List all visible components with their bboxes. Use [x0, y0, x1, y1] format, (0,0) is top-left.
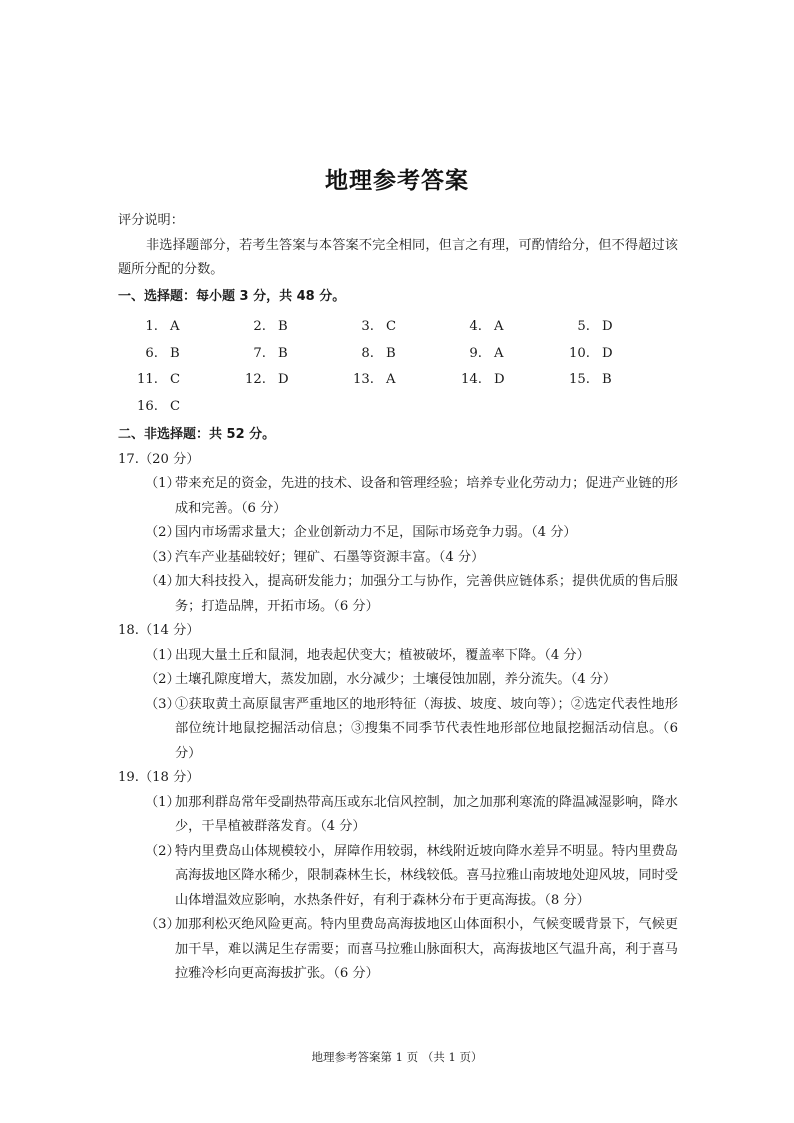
answer-item: [550, 341, 658, 368]
answer-letter: A: [494, 345, 504, 361]
answer-letter: A: [386, 372, 396, 387]
part-label: （3）: [145, 549, 180, 565]
answer-item: [118, 367, 226, 394]
answer-number: 7.: [253, 345, 266, 361]
part-label: （2）: [145, 843, 180, 859]
answer-letter: C: [386, 319, 397, 334]
part-text: 汽车产业基础较好；锂矿、石墨等资源丰富。（4 分）: [175, 549, 485, 565]
non-choice-questions: [118, 448, 678, 987]
question-block: [118, 448, 678, 620]
part-text: 特内里费岛山体规模较小，屏障作用较弱，林线附近坡向降水差异不明显。特内里费岛高海拔地区降水稀少，限制森林生长，林线较低。喜马拉雅山南坡地处迎风坡，同时受山体增温效应影响，水热条件好，有利于森林分布于更高海拔。（8 分）: [175, 843, 678, 908]
answer-letter: B: [386, 345, 396, 361]
answer-letter: D: [602, 319, 613, 334]
answer-number: 13.: [353, 372, 374, 387]
part-label: （1）: [145, 794, 180, 810]
answer-letter: C: [170, 398, 181, 414]
part-text: 加大科技投入，提高研发能力；加强分工与协作，完善供应链体系；提供优质的售后服务；打造品牌，开拓市场。（6 分）: [175, 574, 678, 614]
answer-item: [550, 367, 658, 394]
answer-item: [226, 367, 334, 394]
answer-number: 2.: [253, 319, 266, 334]
part-text: 土壤孔隙度增大，蒸发加剧，水分减少；土壤侵蚀加剧，养分流失。（4 分）: [175, 672, 617, 687]
answer-part: [118, 472, 678, 521]
answer-part: [118, 570, 678, 619]
question-block: [118, 619, 678, 766]
answer-item: [118, 314, 226, 341]
answer-number: 14.: [461, 372, 482, 387]
part-label: （3）: [145, 917, 180, 932]
answer-item: [442, 314, 550, 341]
answer-number: 11.: [137, 372, 158, 387]
answer-letter: D: [602, 345, 613, 361]
part-text: ①获取黄土高原鼠害严重地区的地形特征（海拔、坡度、坡向等）；②选定代表性地形部位统计地鼠挖掘活动信息；③搜集不同季节代表性地形部位地鼠挖掘活动信息。（6 分）: [175, 696, 678, 761]
answer-item: [226, 341, 334, 368]
part-label: （4）: [145, 574, 180, 589]
page-footer: 地理参考答案第 1 页 （共 1 页）: [311, 1050, 483, 1064]
part-label: （2）: [145, 525, 180, 540]
answer-number: 9.: [469, 345, 482, 361]
answer-part: [118, 644, 678, 669]
answer-part: [118, 521, 678, 546]
answer-number: 6.: [145, 345, 158, 361]
answer-number: 4.: [469, 319, 482, 334]
answer-item: [226, 314, 334, 341]
answer-part: [118, 693, 678, 767]
answer-letter: A: [170, 319, 180, 334]
part-text: 国内市场需求量大；企业创新动力不足，国际市场竞争力弱。（4 分）: [175, 525, 577, 540]
document-body: [118, 209, 678, 987]
answer-number: 8.: [361, 345, 374, 361]
answer-part: [118, 913, 678, 987]
part-label: （3）: [145, 696, 180, 712]
multiple-choice-answers: [118, 314, 658, 420]
answer-part: [118, 840, 678, 914]
answer-number: 15.: [569, 372, 590, 387]
answer-number: 10.: [569, 345, 590, 361]
answer-letter: B: [170, 345, 180, 361]
answer-letter: B: [278, 319, 288, 334]
answer-number: 16.: [137, 398, 158, 414]
answer-item: [334, 341, 442, 368]
answer-number: 1.: [145, 319, 158, 334]
answer-letter: A: [494, 319, 504, 334]
answer-item: [334, 314, 442, 341]
question-header: 17.（20 分）: [118, 451, 200, 467]
answer-number: 5.: [577, 319, 590, 334]
answer-part: [118, 668, 678, 693]
answer-letter: B: [602, 372, 612, 387]
answer-letter: D: [494, 372, 505, 387]
answer-letter: D: [278, 372, 289, 387]
answer-item: [118, 341, 226, 368]
question-block: [118, 766, 678, 987]
answer-item: [442, 341, 550, 368]
part-label: （2）: [145, 672, 180, 687]
question-header: 18.（14 分）: [118, 623, 200, 638]
answer-item: [442, 367, 550, 394]
answer-number: 3.: [361, 319, 374, 334]
answer-item: [118, 394, 226, 421]
answer-part: [118, 791, 678, 840]
section-multiple-choice-heading: 一、选择题：每小题 3 分，共 48 分。: [118, 288, 346, 304]
part-text: 出现大量土丘和鼠洞，地表起伏变大；植被破坏，覆盖率下降。（4 分）: [175, 647, 590, 663]
answer-part: [118, 546, 678, 571]
section-non-choice-heading: 二、非选择题：共 52 分。: [118, 427, 276, 442]
answer-letter: C: [170, 372, 181, 387]
scoring-heading: 评分说明：: [118, 213, 184, 228]
answer-letter: B: [278, 345, 288, 361]
answer-item: [334, 367, 442, 394]
part-text: 加那利松灭绝风险更高。特内里费岛高海拔地区山体面积小，气候变暖背景下，气候更加干旱，难以满足生存需要；而喜马拉雅山脉面积大，高海拔地区气温升高，利于喜马拉雅冷杉向更高海拔扩张。（6 分）: [175, 917, 678, 981]
answer-number: 12.: [245, 372, 266, 387]
part-text: 带来充足的资金，先进的技术、设备和管理经验；培养专业化劳动力；促进产业链的形成和完善。（6 分）: [175, 476, 678, 516]
answer-item: [550, 314, 658, 341]
part-text: 加那利群岛常年受副热带高压或东北信风控制，加之加那利寒流的降温减湿影响，降水少，干旱植被群落发育。（4 分）: [175, 794, 678, 834]
scoring-text: 非选择题部分，若考生答案与本答案不完全相同，但言之有理，可酌情给分，但不得超过该题所分配的分数。: [118, 237, 678, 277]
question-header: 19.（18 分）: [118, 770, 200, 785]
page-title: 地理参考答案: [325, 168, 469, 194]
part-label: （1）: [145, 647, 180, 663]
part-label: （1）: [145, 476, 180, 491]
